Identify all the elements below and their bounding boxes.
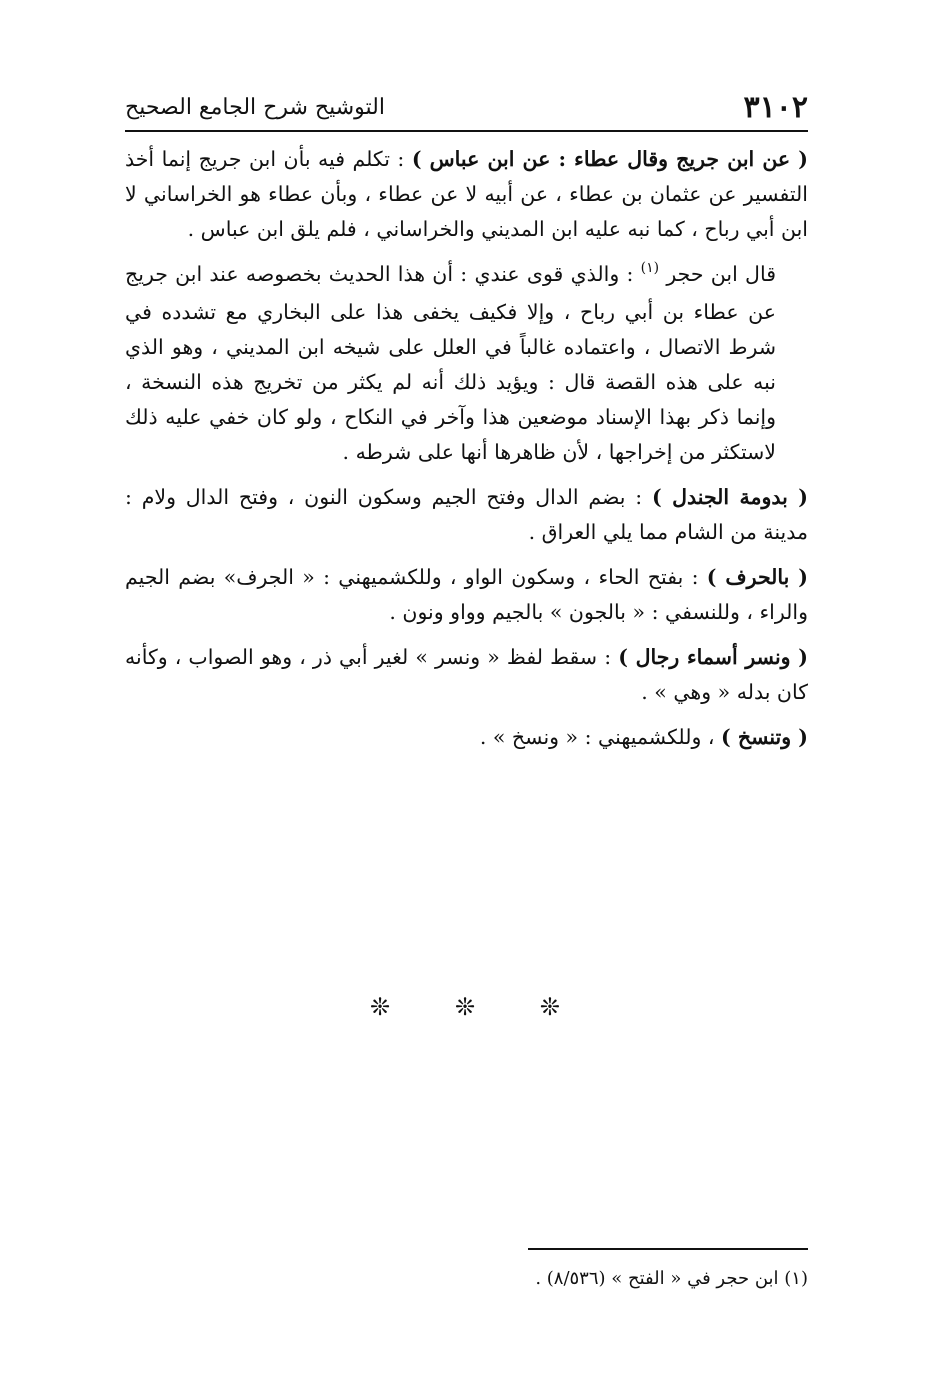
running-title: التوشيح شرح الجامع الصحيح	[125, 95, 385, 120]
footnote-reference: (١)	[640, 260, 660, 276]
asterisk-ornament-icon: ❊	[454, 993, 476, 1021]
commentary-text: : والذي قوى عندي : أن هذا الحديث بخصوصه عند ابن جريج عن عطاء بن أبي رباح ، وإلا فكيف يخفى هذا على البخاري مع تشدده في شرط الاتصال ، واعتماده غالباً في العلل على شيخه ابن المديني ، وهو الذي نبه على هذه القصة قال : ويؤيد ذلك أنه لم يكثر من تخريج هذه النسخة ، وإنما ذكر بهذا الإسناد موضعين هذا وآخر في النكاح ، ولو كان خفي عليه ذلك لاستكثر من إخراجها ، لأن ظاهرها أنها على شرطه .	[125, 262, 776, 464]
paragraph-bil-harf	[125, 560, 808, 630]
asterisk-ornament-icon: ❊	[370, 993, 391, 1021]
footnote: (١) ابن حجر في « الفتح » (٨/٥٣٦) .	[535, 1268, 808, 1289]
commentary-text: : سقط لفظ « ونسر » لغير أبي ذر ، وهو الصواب ، وكأنه كان بدله « وهي » .	[125, 645, 808, 704]
section-separator	[370, 992, 560, 1022]
commentary-term: ( وتنسخ )	[721, 725, 808, 749]
commentary-term: ( بالحرف )	[706, 565, 808, 589]
paragraph-ibn-hajar	[125, 257, 808, 470]
commentary-term: ( ونسر أسماء رجال )	[618, 645, 808, 669]
paragraph-tunsakh	[125, 720, 808, 755]
page-number: ٣١٠٢	[743, 90, 808, 125]
asterisk-ornament-icon: ❊	[539, 993, 560, 1021]
commentary-text: : بفتح الحاء ، وسكون الواو ، وللكشميهني : « الجرف» بضم الجيم والراء ، وللنسفي : « بالجون » بالجيم وواو ونون .	[125, 565, 808, 624]
footnote-rule	[528, 1248, 808, 1250]
commentary-text: : تكلم فيه بأن ابن جريج إنما أخذ التفسير عن عثمان بن عطاء ، عن أبيه لا عن عطاء ، وبأن عطاء هو الخراساني لا ابن أبي رباح ، كما نبه عليه ابن المديني والخراساني ، فلم يلق ابن عباس .	[125, 147, 808, 241]
paragraph-ibn-jurayj	[125, 142, 808, 247]
commentary-term: ( بدومة الجندل )	[652, 485, 808, 509]
paragraph-dumat-al-jandal	[125, 480, 808, 550]
commentary-text: : بضم الدال وفتح الجيم وسكون النون ، وفتح الدال ولام : مدينة من الشام مما يلي العراق .	[125, 485, 808, 544]
body-text	[125, 142, 808, 755]
header-rule	[125, 130, 808, 132]
commentary-text: قال ابن حجر	[659, 262, 776, 286]
commentary-term: ( عن ابن جريج وقال عطاء : عن ابن عباس )	[411, 147, 808, 171]
commentary-text: ، وللكشميهني : « ونسخ » .	[479, 725, 721, 749]
page-header	[125, 88, 808, 128]
paragraph-nasr	[125, 640, 808, 710]
